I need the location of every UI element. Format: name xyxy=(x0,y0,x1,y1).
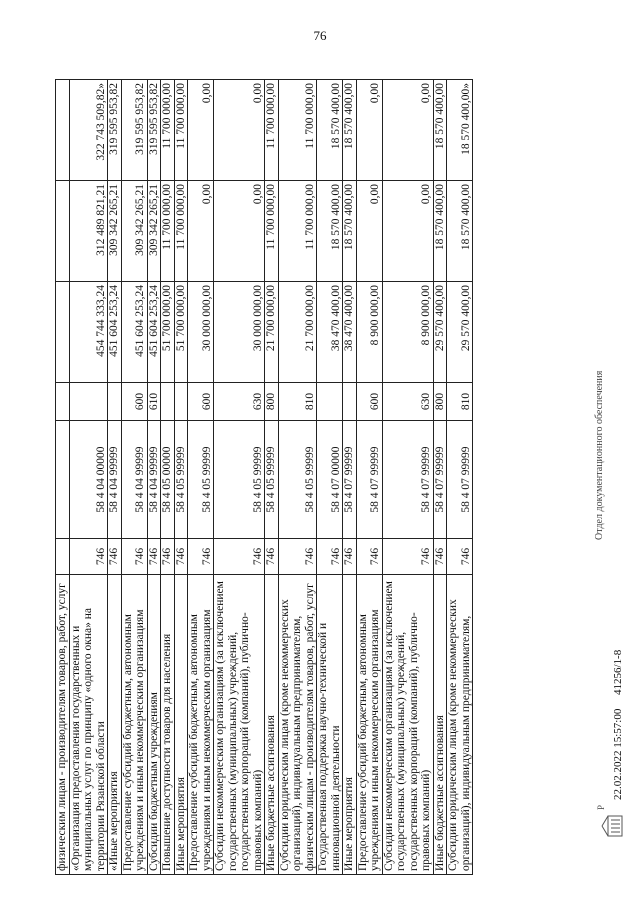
row-target-article: 58 4 07 99999 xyxy=(356,421,382,539)
row-name: «Организация предоставления государственных и муниципальных услуг по принципу «одного окна» на территории Рязанской области xyxy=(69,575,108,875)
row-amount-year3: 18 570 400,00 xyxy=(317,80,343,181)
row-amount-year3 xyxy=(56,80,70,181)
row-amount-year1: 21 700 000,00 xyxy=(278,282,317,383)
row-target-article: 58 4 05 99999 xyxy=(188,421,214,539)
row-name: Иные бюджетные ассигнования xyxy=(433,575,447,875)
row-target-article: 58 4 05 99999 xyxy=(278,421,317,539)
row-name: Субсидии бюджетным учреждениям xyxy=(147,575,161,875)
row-admin-code: 746 xyxy=(343,539,357,575)
row-admin-code: 746 xyxy=(214,539,265,575)
footer-p-mark: P xyxy=(596,804,606,810)
row-target-article: 58 4 07 99999 xyxy=(343,421,357,539)
row-amount-year2: 11 700 000,00 xyxy=(278,181,317,282)
row-target-article: 58 4 05 99999 xyxy=(265,421,279,539)
row-amount-year3: 11 700 000,00 xyxy=(265,80,279,181)
row-amount-year2: 0,00 xyxy=(382,181,433,282)
row-amount-year2: 11 700 000,00 xyxy=(161,181,175,282)
row-amount-year2: 309 342 265,21 xyxy=(121,181,147,282)
table-row xyxy=(121,80,147,875)
row-name: Повышение доступности товаров для населения xyxy=(161,575,175,875)
table-row xyxy=(108,80,122,875)
row-admin-code: 746 xyxy=(447,539,473,575)
row-amount-year3: 319 595 953,82 xyxy=(108,80,122,181)
table-row xyxy=(161,80,175,875)
row-target-article xyxy=(56,421,70,539)
row-expense-type: 810 xyxy=(278,383,317,421)
table-row xyxy=(188,80,214,875)
row-expense-type xyxy=(69,383,108,421)
row-expense-type xyxy=(343,383,357,421)
row-target-article: 58 4 04 99999 xyxy=(147,421,161,539)
row-expense-type: 600 xyxy=(121,383,147,421)
row-amount-year2: 309 342 265,21 xyxy=(108,181,122,282)
row-admin-code: 746 xyxy=(265,539,279,575)
row-expense-type xyxy=(317,383,343,421)
row-target-article: 58 4 04 99999 xyxy=(108,421,122,539)
row-target-article: 58 4 05 99999 xyxy=(174,421,188,539)
table-row xyxy=(382,80,433,875)
row-admin-code: 746 xyxy=(121,539,147,575)
footer-code: 41256/1-8 xyxy=(612,649,624,695)
row-name: Иные бюджетные ассигнования xyxy=(265,575,279,875)
row-expense-type: 800 xyxy=(433,383,447,421)
row-admin-code: 746 xyxy=(188,539,214,575)
row-expense-type: 600 xyxy=(356,383,382,421)
row-target-article: 58 4 04 00000 xyxy=(69,421,108,539)
row-target-article: 58 4 07 99999 xyxy=(447,421,473,539)
row-amount-year1 xyxy=(56,282,70,383)
row-name: Субсидии некоммерческим организациям (за исключением государственных (муниципальных) учреждений, государственных корпораций (компаний), публично-правовых компаний) xyxy=(382,575,433,875)
row-name: Иные мероприятия xyxy=(174,575,188,875)
row-amount-year1: 21 700 000,00 xyxy=(265,282,279,383)
row-amount-year1: 38 470 400,00 xyxy=(317,282,343,383)
row-amount-year2: 18 570 400,00 xyxy=(447,181,473,282)
row-name: Предоставление субсидий бюджетным, автономным учреждениям и иным некоммерческим организациям xyxy=(356,575,382,875)
row-amount-year1: 451 604 253,24 xyxy=(121,282,147,383)
row-amount-year2: 309 342 265,21 xyxy=(147,181,161,282)
row-admin-code: 746 xyxy=(356,539,382,575)
row-name: Иные мероприятия xyxy=(343,575,357,875)
row-expense-type xyxy=(174,383,188,421)
row-amount-year2: 312 489 821,21 xyxy=(69,181,108,282)
row-amount-year3: 0,00 xyxy=(356,80,382,181)
row-target-article: 58 4 07 00000 xyxy=(317,421,343,539)
table-row xyxy=(147,80,161,875)
footer-department: Отдел документационного обеспечения xyxy=(594,370,605,540)
row-amount-year3: 18 570 400,00» xyxy=(447,80,473,181)
row-expense-type xyxy=(56,383,70,421)
budget-table xyxy=(55,79,473,875)
row-expense-type: 800 xyxy=(265,383,279,421)
table-row xyxy=(447,80,473,875)
row-amount-year1: 451 604 253,24 xyxy=(147,282,161,383)
document-logo-icon xyxy=(600,812,626,840)
row-name: Предоставление субсидий бюджетным, автономным учреждениям и иным некоммерческим организациям xyxy=(188,575,214,875)
footer-rotated xyxy=(594,40,634,840)
row-amount-year1: 30 000 000,00 xyxy=(214,282,265,383)
table-row xyxy=(56,80,70,875)
row-expense-type: 630 xyxy=(214,383,265,421)
row-amount-year3: 319 595 953,82 xyxy=(121,80,147,181)
row-amount-year2: 0,00 xyxy=(356,181,382,282)
table-row xyxy=(278,80,317,875)
page-number: 76 xyxy=(313,28,327,43)
row-amount-year1: 51 700 000,00 xyxy=(174,282,188,383)
row-expense-type: 610 xyxy=(147,383,161,421)
row-amount-year3: 18 570 400,00 xyxy=(433,80,447,181)
row-amount-year3: 0,00 xyxy=(214,80,265,181)
row-amount-year2: 18 570 400,00 xyxy=(433,181,447,282)
row-amount-year3: 11 700 000,00 xyxy=(174,80,188,181)
row-amount-year1: 29 570 400,00 xyxy=(433,282,447,383)
footer-date: 22.02.2022 15:57:00 xyxy=(612,708,624,800)
row-name: Государственная поддержка научно-технической и инновационной деятельности xyxy=(317,575,343,875)
row-amount-year2: 0,00 xyxy=(188,181,214,282)
row-expense-type: 630 xyxy=(382,383,433,421)
table-row xyxy=(69,80,108,875)
row-amount-year1: 8 900 000,00 xyxy=(382,282,433,383)
row-name: Субсидии некоммерческим организациям (за исключением государственных (муниципальных) учреждений, государственных корпораций (компаний), публично-правовых компаний) xyxy=(214,575,265,875)
row-admin-code: 746 xyxy=(147,539,161,575)
row-expense-type xyxy=(108,383,122,421)
row-admin-code: 746 xyxy=(161,539,175,575)
row-admin-code xyxy=(56,539,70,575)
row-target-article: 58 4 05 99999 xyxy=(214,421,265,539)
table-row xyxy=(343,80,357,875)
row-amount-year1: 8 900 000,00 xyxy=(356,282,382,383)
row-target-article: 58 4 05 00000 xyxy=(161,421,175,539)
row-amount-year2: 18 570 400,00 xyxy=(317,181,343,282)
row-expense-type: 600 xyxy=(188,383,214,421)
row-amount-year1: 451 604 253,24 xyxy=(108,282,122,383)
row-amount-year2: 11 700 000,00 xyxy=(265,181,279,282)
row-expense-type: 810 xyxy=(447,383,473,421)
row-amount-year3: 18 570 400,00 xyxy=(343,80,357,181)
table-row xyxy=(317,80,343,875)
row-target-article: 58 4 07 99999 xyxy=(382,421,433,539)
row-amount-year3: 0,00 xyxy=(188,80,214,181)
row-target-article: 58 4 07 99999 xyxy=(433,421,447,539)
row-target-article: 58 4 04 99999 xyxy=(121,421,147,539)
row-name: Предоставление субсидий бюджетным, автономным учреждениям и иным некоммерческим организациям xyxy=(121,575,147,875)
row-name: физическим лицам - производителям товаров, работ, услуг xyxy=(56,575,70,875)
row-amount-year3: 319 595 953,82 xyxy=(147,80,161,181)
row-amount-year3: 0,00 xyxy=(382,80,433,181)
row-amount-year2: 0,00 xyxy=(214,181,265,282)
row-admin-code: 746 xyxy=(108,539,122,575)
budget-table-rotated xyxy=(55,80,565,875)
row-name: «Иные мероприятия xyxy=(108,575,122,875)
row-expense-type xyxy=(161,383,175,421)
row-name: Субсидии юридическим лицам (кроме некоммерческих организаций), индивидуальным предпринимателям, физическим лицам - производителям товаров, работ, услуг xyxy=(278,575,317,875)
row-admin-code: 746 xyxy=(317,539,343,575)
row-amount-year1: 51 700 000,00 xyxy=(161,282,175,383)
table-row xyxy=(356,80,382,875)
table-row xyxy=(433,80,447,875)
row-admin-code: 746 xyxy=(69,539,108,575)
table-row xyxy=(214,80,265,875)
row-amount-year2: 11 700 000,00 xyxy=(174,181,188,282)
row-admin-code: 746 xyxy=(174,539,188,575)
row-amount-year2 xyxy=(56,181,70,282)
row-amount-year2: 18 570 400,00 xyxy=(343,181,357,282)
row-admin-code: 746 xyxy=(433,539,447,575)
row-admin-code: 746 xyxy=(382,539,433,575)
table-row xyxy=(174,80,188,875)
row-amount-year1: 38 470 400,00 xyxy=(343,282,357,383)
row-amount-year3: 322 743 509,82» xyxy=(69,80,108,181)
row-admin-code: 746 xyxy=(278,539,317,575)
row-amount-year1: 30 000 000,00 xyxy=(188,282,214,383)
row-amount-year3: 11 700 000,00 xyxy=(161,80,175,181)
table-row xyxy=(265,80,279,875)
row-amount-year1: 29 570 400,00 xyxy=(447,282,473,383)
row-name: Субсидии юридическим лицам (кроме некоммерческих организаций), индивидуальным предпринимателям, xyxy=(447,575,473,875)
row-amount-year3: 11 700 000,00 xyxy=(278,80,317,181)
row-amount-year1: 454 744 333,24 xyxy=(69,282,108,383)
